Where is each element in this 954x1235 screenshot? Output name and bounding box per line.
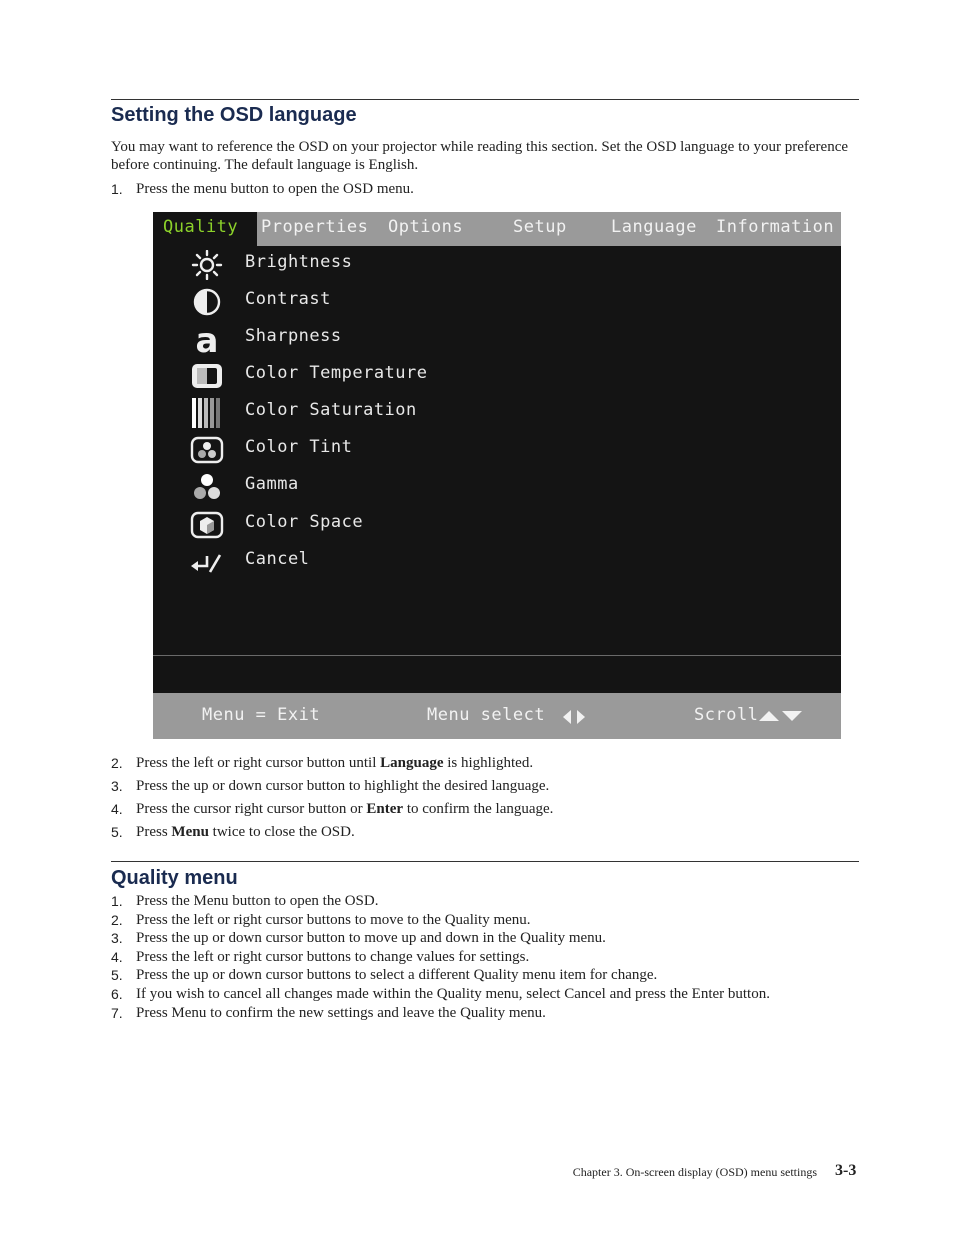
intro-paragraph: You may want to reference the OSD on your projector while reading this section. Set the OSD language to your preference before continuing. The default language is English. xyxy=(111,139,849,173)
step-text: Press the menu button to open the OSD menu. xyxy=(136,181,414,197)
step-text: Press the cursor right cursor button or xyxy=(136,801,367,817)
step-number: 4. xyxy=(111,801,123,817)
step-number: 3. xyxy=(111,778,123,794)
step-text: Press the left or right cursor buttons to move to the Quality menu. xyxy=(136,911,531,928)
step-number: 6. xyxy=(111,985,123,1002)
step-text: to confirm the language. xyxy=(403,801,554,817)
tab-options[interactable]: Options xyxy=(388,217,464,237)
step-number: 2. xyxy=(111,755,123,771)
menu-exit-hint: Menu = Exit xyxy=(202,705,321,725)
step-text: Press Menu to confirm the new settings and leave the Quality menu. xyxy=(136,1004,546,1021)
quality-step-list xyxy=(111,892,851,1022)
tint-icon xyxy=(190,435,224,465)
osd-footer-bar xyxy=(153,693,841,739)
step-text: Press the left or right cursor buttons to change values for settings. xyxy=(136,948,530,965)
step-text: Press the left or right cursor button until xyxy=(136,755,381,771)
step-list xyxy=(111,752,851,844)
section-rule xyxy=(111,99,859,100)
menu-item-label: Cancel xyxy=(245,549,310,569)
step-text: twice to close the OSD. xyxy=(208,824,355,840)
step-keyword: Language xyxy=(380,755,444,771)
step-text: Press the up or down cursor buttons to select a different Quality menu item for change. xyxy=(136,967,658,984)
up-down-arrows-icon xyxy=(758,709,804,723)
scroll-hint: Scroll xyxy=(694,705,759,725)
step-number: 5. xyxy=(111,967,123,984)
list-item xyxy=(111,775,851,798)
step-text: Press xyxy=(136,824,172,840)
menu-select-hint: Menu select xyxy=(427,705,546,725)
step-text: If you wish to cancel all changes made within the Quality menu, select Cancel and press the Enter button. xyxy=(136,985,770,1002)
menu-item-label: Gamma xyxy=(245,474,299,494)
divider xyxy=(153,655,841,656)
list-item xyxy=(111,752,851,775)
step-text: Press the Menu button to open the OSD. xyxy=(136,893,379,909)
list-item xyxy=(111,821,851,844)
chapter-footer: Chapter 3. On-screen display (OSD) menu settings xyxy=(572,1165,817,1179)
menu-item-label: Color Space xyxy=(245,512,364,532)
section-title: Quality menu xyxy=(111,867,238,889)
step-keyword: Enter xyxy=(366,801,404,817)
step-number: 2. xyxy=(111,911,123,928)
step-number: 5. xyxy=(111,824,123,840)
left-right-arrows-icon xyxy=(561,708,587,726)
half-circle-icon xyxy=(190,287,224,317)
tab-information[interactable]: Information xyxy=(716,217,835,237)
list-item xyxy=(111,911,851,930)
section-title: Setting the OSD language xyxy=(111,104,357,126)
section-rule xyxy=(111,861,859,862)
osd-menu-screenshot xyxy=(153,212,841,739)
osd-tab-bar xyxy=(153,212,841,246)
list-item xyxy=(111,985,836,1004)
step-number: 4. xyxy=(111,948,123,965)
step-number: 1. xyxy=(111,181,123,197)
gamma-icon xyxy=(190,472,224,502)
list-item xyxy=(111,966,851,985)
tab-quality[interactable]: Quality xyxy=(153,212,257,246)
step-keyword: Menu xyxy=(171,824,209,840)
tab-properties[interactable]: Properties xyxy=(261,217,369,237)
tab-setup[interactable]: Setup xyxy=(513,217,567,237)
list-item xyxy=(111,798,851,821)
tab-language[interactable]: Language xyxy=(611,217,697,237)
menu-item-label: Color Tint xyxy=(245,437,353,457)
letter-a-icon xyxy=(190,324,224,354)
list-item xyxy=(111,892,851,911)
sun-icon xyxy=(190,250,224,280)
menu-item-label: Contrast xyxy=(245,289,331,309)
menu-item-label: Brightness xyxy=(245,252,353,272)
step-number: 1. xyxy=(111,893,123,909)
step-text: Press the up or down cursor button to move up and down in the Quality menu. xyxy=(136,930,606,947)
page-number: 3-3 xyxy=(835,1162,857,1179)
step-number: 7. xyxy=(111,1004,123,1021)
color-space-icon xyxy=(190,510,224,540)
menu-item-label: Sharpness xyxy=(245,326,342,346)
monitor-icon xyxy=(190,361,224,391)
step-text: Press the up or down cursor button to highlight the desired language. xyxy=(136,778,550,794)
list-item xyxy=(111,948,851,967)
cancel-icon xyxy=(190,547,224,577)
svg-text:a: a xyxy=(195,324,219,354)
step-list xyxy=(111,178,851,201)
list-item xyxy=(111,178,851,201)
list-item xyxy=(111,929,851,948)
menu-item-label: Color Temperature xyxy=(245,363,428,383)
menu-item-label: Color Saturation xyxy=(245,400,417,420)
step-number: 3. xyxy=(111,930,123,947)
step-text: is highlighted. xyxy=(443,755,534,771)
bars-icon xyxy=(190,398,224,428)
list-item xyxy=(111,1004,851,1023)
